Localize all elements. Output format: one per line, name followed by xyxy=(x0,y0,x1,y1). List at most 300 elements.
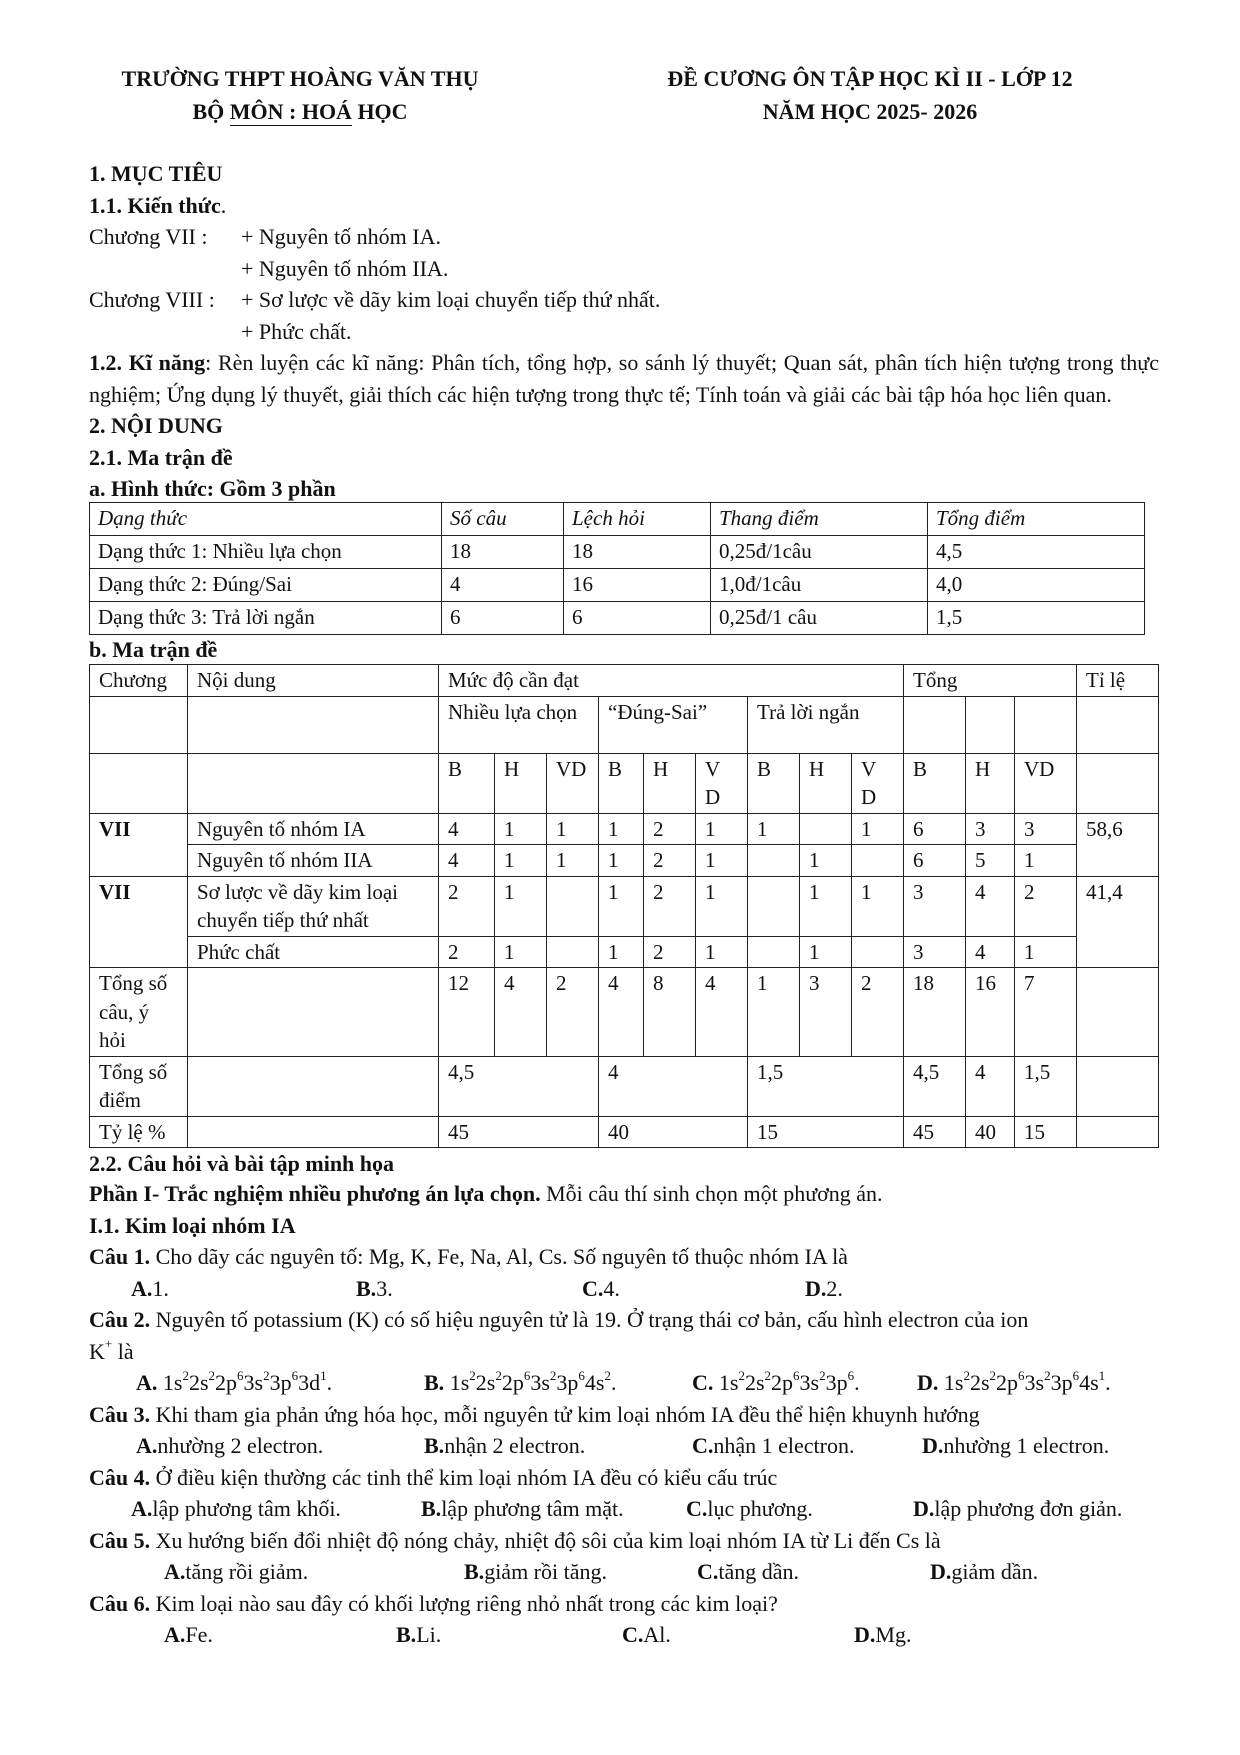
option-text: tăng dần. xyxy=(718,1559,800,1584)
question-number: Câu 2. xyxy=(89,1307,151,1332)
cell: 4 xyxy=(966,1056,1015,1116)
cell: 15 xyxy=(1015,1116,1077,1148)
th-mucdo: Mức độ cần đạt xyxy=(439,665,904,697)
cell: 2 xyxy=(852,968,904,1057)
option-text: Mg. xyxy=(875,1622,912,1647)
electron-count: 2 xyxy=(182,1367,189,1383)
level-cell: VD xyxy=(1015,753,1077,813)
option[interactable] xyxy=(913,1493,1122,1525)
cell: 1 xyxy=(852,813,904,845)
option[interactable] xyxy=(686,1493,913,1525)
option-key: B. xyxy=(424,1433,445,1458)
option-text: lập phương tâm mặt. xyxy=(441,1496,624,1521)
knowledge-heading: 1.1. Kiến thức xyxy=(89,192,221,218)
option-text: 4. xyxy=(603,1275,620,1301)
form-table-header xyxy=(90,503,1145,536)
option-text: 1. xyxy=(152,1275,169,1301)
orbital: 3d xyxy=(298,1370,321,1395)
th-tile: Tỉ lệ xyxy=(1077,665,1159,697)
matrix-header-3 xyxy=(90,753,1159,813)
electron-count: 1 xyxy=(320,1367,327,1383)
level-cell: B xyxy=(439,753,495,813)
cell: 1 xyxy=(1015,845,1077,877)
cell: 12 xyxy=(439,968,495,1057)
form-heading: a. Hình thức: Gồm 3 phần xyxy=(89,476,336,501)
table-row xyxy=(90,569,1145,602)
cell xyxy=(90,696,188,753)
option-key: D. xyxy=(854,1622,876,1647)
table-row xyxy=(90,845,1159,877)
question-number: Câu 6. xyxy=(89,1590,151,1616)
cell xyxy=(748,876,800,936)
cell: 40 xyxy=(599,1116,748,1148)
cell: 1 xyxy=(696,936,748,968)
question-text: Nguyên tố potassium (K) có số hiệu nguyên tử là 19. Ở trạng thái cơ bản, cấu hình electron của ion xyxy=(150,1307,1029,1332)
electron-count: 6 xyxy=(523,1367,531,1383)
cell: 2 xyxy=(644,936,696,968)
question-2 xyxy=(89,1304,1159,1336)
option[interactable] xyxy=(805,1273,843,1305)
option[interactable] xyxy=(136,1367,424,1399)
cell: 6 xyxy=(904,813,966,845)
ion-charge: + xyxy=(104,1336,113,1352)
th-tong: Tổng xyxy=(904,665,1077,697)
orbital: 2s xyxy=(475,1370,496,1395)
q5-options xyxy=(89,1556,1159,1588)
knowledge-heading-line xyxy=(89,190,1159,222)
option-text: nhường 1 electron. xyxy=(943,1433,1110,1458)
cell: 2 xyxy=(1015,876,1077,936)
option-key: A. xyxy=(131,1275,153,1301)
matrix-heading: 2.1. Ma trận đề xyxy=(89,444,233,470)
orbital: 3p xyxy=(269,1370,292,1395)
chuong-cell: VII xyxy=(90,813,188,876)
cell: 2 xyxy=(439,876,495,936)
cell: 6 xyxy=(564,602,711,635)
question-3 xyxy=(89,1399,1159,1431)
level-cell: H xyxy=(495,753,547,813)
question-number: Câu 5. xyxy=(89,1527,151,1553)
cell xyxy=(852,845,904,877)
orbital: 3p xyxy=(556,1370,579,1395)
option-key: C. xyxy=(622,1622,644,1647)
option[interactable] xyxy=(582,1273,805,1305)
electron-count: 2 xyxy=(819,1367,826,1383)
cell: 3 xyxy=(904,876,966,936)
question-6 xyxy=(89,1588,1159,1620)
orbital: 3s xyxy=(243,1370,264,1395)
cell: Dạng thức 2: Đúng/Sai xyxy=(90,569,442,602)
total-points-row xyxy=(90,1056,1159,1116)
option[interactable] xyxy=(396,1619,622,1651)
cell: 0,25đ/1 câu xyxy=(711,602,928,635)
orbital: 3s xyxy=(530,1370,550,1395)
option-text: giảm dần. xyxy=(951,1559,1039,1584)
level-cell: H xyxy=(966,753,1015,813)
level-cell: B xyxy=(599,753,644,813)
school-name: TRƯỜNG THPT HOÀNG VĂN THỤ xyxy=(121,66,479,91)
option-end: . xyxy=(1105,1370,1111,1395)
cell: 1,5 xyxy=(1015,1056,1077,1116)
cell: 4 xyxy=(966,936,1015,968)
tile-cell: 58,6 xyxy=(1077,813,1159,876)
cell: 2 xyxy=(644,845,696,877)
q1-options xyxy=(89,1273,1159,1305)
level-cell: H xyxy=(644,753,696,813)
cell: 1 xyxy=(599,936,644,968)
cell: 4 xyxy=(599,1056,748,1116)
cell: 40 xyxy=(966,1116,1015,1148)
skills-text: : Rèn luyện các kĩ năng: Phân tích, tổng hợp, so sánh lý thuyết; Quan sát, phân tích hiện tượng trong thực nghiệm; Ứng dụng lý thuyết, giải thích các hiện tượng trong thực tế; Tính toán và giải các bài tập hóa học liên quan. xyxy=(89,350,1159,407)
cell xyxy=(188,753,439,813)
option-key: C. xyxy=(692,1370,719,1395)
cell: 1 xyxy=(800,845,852,877)
orbital: 2p xyxy=(771,1370,794,1395)
orbital: 1s xyxy=(718,1370,739,1395)
cell xyxy=(547,936,599,968)
table-row xyxy=(90,813,1159,845)
option-key: B. xyxy=(421,1496,442,1521)
option-key: A. xyxy=(164,1559,186,1584)
cell: 1 xyxy=(852,876,904,936)
cell: 4,0 xyxy=(928,569,1145,602)
th-dangthuc: Dạng thức xyxy=(90,503,442,536)
cell: 4 xyxy=(966,876,1015,936)
option-key: A. xyxy=(136,1370,163,1395)
table-row xyxy=(90,876,1159,936)
total-questions-row xyxy=(90,968,1159,1057)
cell: 4 xyxy=(439,845,495,877)
question-2-cont xyxy=(89,1336,1159,1368)
orbital: 3s xyxy=(1024,1370,1045,1395)
cell: 2 xyxy=(547,968,599,1057)
cell xyxy=(188,1056,439,1116)
th-chuong: Chương xyxy=(90,665,188,697)
option-key: D. xyxy=(917,1370,944,1395)
cell xyxy=(852,936,904,968)
cell: 1,0đ/1câu xyxy=(711,569,928,602)
cell: 3 xyxy=(1015,813,1077,845)
option-key: C. xyxy=(692,1433,714,1458)
option-key: B. xyxy=(396,1622,417,1647)
option-text: Fe. xyxy=(185,1622,213,1647)
cell: 7 xyxy=(1015,968,1077,1057)
option-key: A. xyxy=(164,1622,186,1647)
cell: 1,5 xyxy=(748,1056,904,1116)
question-number: Câu 3. xyxy=(89,1401,151,1427)
th-tongdiem: Tổng điểm xyxy=(928,503,1145,536)
level-cell: B xyxy=(904,753,966,813)
electron-count: 6 xyxy=(1072,1367,1080,1383)
electron-count: 2 xyxy=(208,1367,216,1383)
cell xyxy=(966,696,1015,753)
orbital: 4s xyxy=(1079,1370,1099,1395)
cell xyxy=(1077,696,1159,753)
cell: 1 xyxy=(547,845,599,877)
content xyxy=(89,158,1159,1651)
option-key: B. xyxy=(424,1370,450,1395)
cell xyxy=(90,753,188,813)
orbital: 4s xyxy=(584,1370,605,1395)
cell: 2 xyxy=(644,876,696,936)
cell: 1 xyxy=(495,813,547,845)
orbital: 2s xyxy=(744,1370,765,1395)
option-end: . xyxy=(326,1370,333,1395)
orbital: 2p xyxy=(996,1370,1019,1395)
cell xyxy=(188,968,439,1057)
ch7-item: + Nguyên tố nhóm IA. xyxy=(241,224,441,249)
header-right xyxy=(610,62,1130,128)
cell: 16 xyxy=(966,968,1015,1057)
cell: 1 xyxy=(1015,936,1077,968)
s22-heading: 2.2. Câu hỏi và bài tập minh họa xyxy=(89,1151,395,1176)
option-text: 3. xyxy=(376,1275,393,1301)
ch7-line-2: + Nguyên tố nhóm IIA. xyxy=(241,255,449,281)
th-socau: Số câu xyxy=(442,503,564,536)
section-2-heading: 2. NỘI DUNG xyxy=(89,413,223,438)
cell: 0,25đ/1câu xyxy=(711,536,928,569)
question-text: Xu hướng biến đổi nhiệt độ nóng chảy, nhiệt độ sôi của kim loại nhóm IA từ Li đến Cs là xyxy=(150,1527,941,1553)
cell xyxy=(188,1116,439,1148)
ratio-row xyxy=(90,1116,1159,1148)
cell: 1,5 xyxy=(928,602,1145,635)
cell: 4,5 xyxy=(928,536,1145,569)
part1-text: Mỗi câu thí sinh chọn một phương án. xyxy=(540,1181,883,1206)
option-key: A. xyxy=(136,1433,158,1458)
cell: 1 xyxy=(547,813,599,845)
ion-symbol: K xyxy=(89,1338,105,1364)
cell: 1 xyxy=(495,936,547,968)
option-text: Al. xyxy=(643,1622,671,1647)
option[interactable] xyxy=(922,1430,1109,1462)
noidung-cell: Phức chất xyxy=(188,936,439,968)
option-key: D. xyxy=(930,1559,952,1584)
group-heading: I.1. Kim loại nhóm IA xyxy=(89,1212,296,1238)
option[interactable] xyxy=(421,1493,686,1525)
option-key: D. xyxy=(922,1433,944,1458)
level-cell: V D xyxy=(852,753,904,813)
option[interactable] xyxy=(424,1367,692,1399)
noidung-cell: Nguyên tố nhóm IA xyxy=(188,813,439,845)
ch7-line-1 xyxy=(89,221,1159,253)
cell: 4 xyxy=(495,968,547,1057)
question-4 xyxy=(89,1462,1159,1494)
th-lechhoi: Lệch hỏi xyxy=(564,503,711,536)
cell xyxy=(1077,753,1159,813)
option[interactable] xyxy=(697,1556,930,1588)
cell: 18 xyxy=(904,968,966,1057)
th-noidung: Nội dung xyxy=(188,665,439,697)
q3-options xyxy=(89,1430,1159,1462)
option[interactable] xyxy=(854,1619,911,1651)
cell xyxy=(904,696,966,753)
option-key: C. xyxy=(686,1496,708,1521)
cell: 45 xyxy=(439,1116,599,1148)
option-key: C. xyxy=(697,1559,719,1584)
ch8-item: + Sơ lược về dãy kim loại chuyển tiếp thứ nhất. xyxy=(241,287,661,312)
th-dung-sai: “Đúng-Sai” xyxy=(599,696,748,753)
orbital: 1s xyxy=(449,1370,470,1395)
question-number: Câu 4. xyxy=(89,1464,151,1490)
question-1 xyxy=(89,1241,1159,1273)
cell: 2 xyxy=(439,936,495,968)
option[interactable] xyxy=(424,1430,692,1462)
cell xyxy=(1077,968,1159,1057)
knowledge-dot: . xyxy=(220,192,227,218)
cell: 1 xyxy=(800,936,852,968)
cell: 45 xyxy=(904,1116,966,1148)
option-text: giảm rồi tăng. xyxy=(484,1559,607,1584)
cell xyxy=(547,876,599,936)
department xyxy=(80,95,520,128)
q6-options xyxy=(89,1619,1159,1651)
question-text: Ở điều kiện thường các tinh thể kim loại nhóm IA đều có kiểu cấu trúc xyxy=(150,1464,778,1490)
option[interactable] xyxy=(131,1273,356,1305)
electron-count: 2 xyxy=(738,1367,745,1383)
option-text: nhận 2 electron. xyxy=(444,1433,586,1458)
orbital: 2s xyxy=(188,1370,209,1395)
option[interactable] xyxy=(692,1367,917,1399)
form-table xyxy=(89,502,1145,635)
question-text: Cho dãy các nguyên tố: Mg, K, Fe, Na, Al, Cs. Số nguyên tố thuộc nhóm IA là xyxy=(150,1244,848,1269)
th-nhieu-lua-chon: Nhiều lựa chọn xyxy=(439,696,599,753)
cell: 4 xyxy=(599,968,644,1057)
cell: 2 xyxy=(644,813,696,845)
cell xyxy=(748,936,800,968)
cell: 4 xyxy=(439,813,495,845)
option[interactable] xyxy=(622,1619,854,1651)
ch7-label: Chương VII : xyxy=(89,224,208,249)
skills-paragraph xyxy=(89,347,1159,410)
option[interactable] xyxy=(930,1556,1038,1588)
electron-count: 2 xyxy=(963,1367,970,1383)
cell: 1 xyxy=(599,845,644,877)
option[interactable] xyxy=(164,1556,464,1588)
cell: 6 xyxy=(904,845,966,877)
electron-count: 2 xyxy=(495,1367,502,1383)
option-key: D. xyxy=(805,1275,827,1301)
dept-underlined: MÔN : HOÁ xyxy=(229,99,352,124)
cell xyxy=(1077,1056,1159,1116)
orbital: 2p xyxy=(501,1370,524,1395)
option-key: A. xyxy=(131,1496,153,1521)
cell: 1 xyxy=(748,813,800,845)
cell: 5 xyxy=(966,845,1015,877)
ratio-label: Tỷ lệ % xyxy=(90,1116,188,1148)
part1-line xyxy=(89,1178,1159,1210)
option[interactable] xyxy=(464,1556,697,1588)
cell: 1 xyxy=(599,813,644,845)
question-text-tail: là xyxy=(112,1338,134,1364)
cell xyxy=(1015,696,1077,753)
cell: 1 xyxy=(696,845,748,877)
option[interactable] xyxy=(356,1273,582,1305)
cell: 1 xyxy=(495,876,547,936)
ch8-line-1 xyxy=(89,284,1159,316)
option[interactable] xyxy=(692,1430,922,1462)
matrix-header-2 xyxy=(90,696,1159,753)
tile-cell: 41,4 xyxy=(1077,876,1159,968)
cell xyxy=(1077,1116,1159,1148)
option[interactable] xyxy=(131,1493,421,1525)
cell: 1 xyxy=(696,813,748,845)
cell xyxy=(800,813,852,845)
electron-count: 2 xyxy=(263,1367,270,1383)
total-q-label: Tổng số câu, ý hỏi xyxy=(90,968,188,1057)
question-text: Kim loại nào sau đây có khối lượng riêng nhỏ nhất trong các kim loại? xyxy=(150,1590,778,1616)
document-title: ĐỀ CƯƠNG ÔN TẬP HỌC KÌ II - LỚP 12 xyxy=(667,66,1073,91)
question-number: Câu 1. xyxy=(89,1244,151,1269)
school-year: NĂM HỌC 2025- 2026 xyxy=(762,99,978,124)
cell: 6 xyxy=(442,602,564,635)
level-cell: VD xyxy=(547,753,599,813)
matrix-table xyxy=(89,664,1159,1148)
orbital: 3s xyxy=(799,1370,820,1395)
ch8-label: Chương VIII : xyxy=(89,287,215,312)
cell: 4,5 xyxy=(904,1056,966,1116)
dept-prefix: BỘ xyxy=(192,99,230,124)
matrix-header-1 xyxy=(90,665,1159,697)
electron-count: 1 xyxy=(1098,1367,1106,1383)
cell: 4,5 xyxy=(439,1056,599,1116)
th-tra-loi-ngan: Trả lời ngắn xyxy=(748,696,904,753)
question-5 xyxy=(89,1525,1159,1557)
electron-count: 6 xyxy=(793,1367,800,1383)
option-end: . xyxy=(610,1370,617,1395)
cell: Dạng thức 1: Nhiều lựa chọn xyxy=(90,536,442,569)
option-text: nhường 2 electron. xyxy=(157,1433,324,1458)
table-row xyxy=(90,936,1159,968)
electron-count: 2 xyxy=(764,1367,772,1383)
electron-count: 2 xyxy=(469,1367,476,1383)
cell: 1 xyxy=(748,968,800,1057)
section-1-heading: 1. MỤC TIÊU xyxy=(89,161,223,186)
noidung-cell: Nguyên tố nhóm IIA xyxy=(188,845,439,877)
table-row xyxy=(90,536,1145,569)
noidung-cell: Sơ lược về dãy kim loại chuyển tiếp thứ nhất xyxy=(188,876,439,936)
cell: 16 xyxy=(564,569,711,602)
cell: 1 xyxy=(696,876,748,936)
electron-count: 2 xyxy=(549,1367,557,1383)
option-key: C. xyxy=(582,1275,604,1301)
cell: 4 xyxy=(442,569,564,602)
table-row xyxy=(90,602,1145,635)
skills-heading: 1.2. Kĩ năng xyxy=(89,350,206,375)
part1-title: Phần I- Trắc nghiệm nhiều phương án lựa chọn. xyxy=(89,1181,541,1206)
header-left xyxy=(80,62,520,128)
option[interactable] xyxy=(164,1619,396,1651)
cell: 3 xyxy=(800,968,852,1057)
level-cell: B xyxy=(748,753,800,813)
cell: 1 xyxy=(599,876,644,936)
option-text: 2. xyxy=(826,1275,843,1301)
electron-count: 2 xyxy=(1044,1367,1051,1383)
option[interactable] xyxy=(917,1367,1111,1399)
option-text: lục phương. xyxy=(707,1496,813,1521)
matrix-b-heading: b. Ma trận đề xyxy=(89,637,218,662)
orbital: 2p xyxy=(215,1370,238,1395)
ch8-line-2: + Phức chất. xyxy=(241,318,352,344)
option-text: nhận 1 electron. xyxy=(713,1433,855,1458)
option[interactable] xyxy=(136,1430,424,1462)
cell: 18 xyxy=(564,536,711,569)
question-text: Khi tham gia phản ứng hóa học, mỗi nguyên tử kim loại nhóm IA đều thể hiện khuynh hướng xyxy=(150,1401,980,1427)
option-key: B. xyxy=(356,1275,377,1301)
electron-count: 6 xyxy=(578,1367,585,1383)
q4-options xyxy=(89,1493,1159,1525)
cell: 4 xyxy=(696,968,748,1057)
electron-count: 6 xyxy=(237,1367,244,1383)
